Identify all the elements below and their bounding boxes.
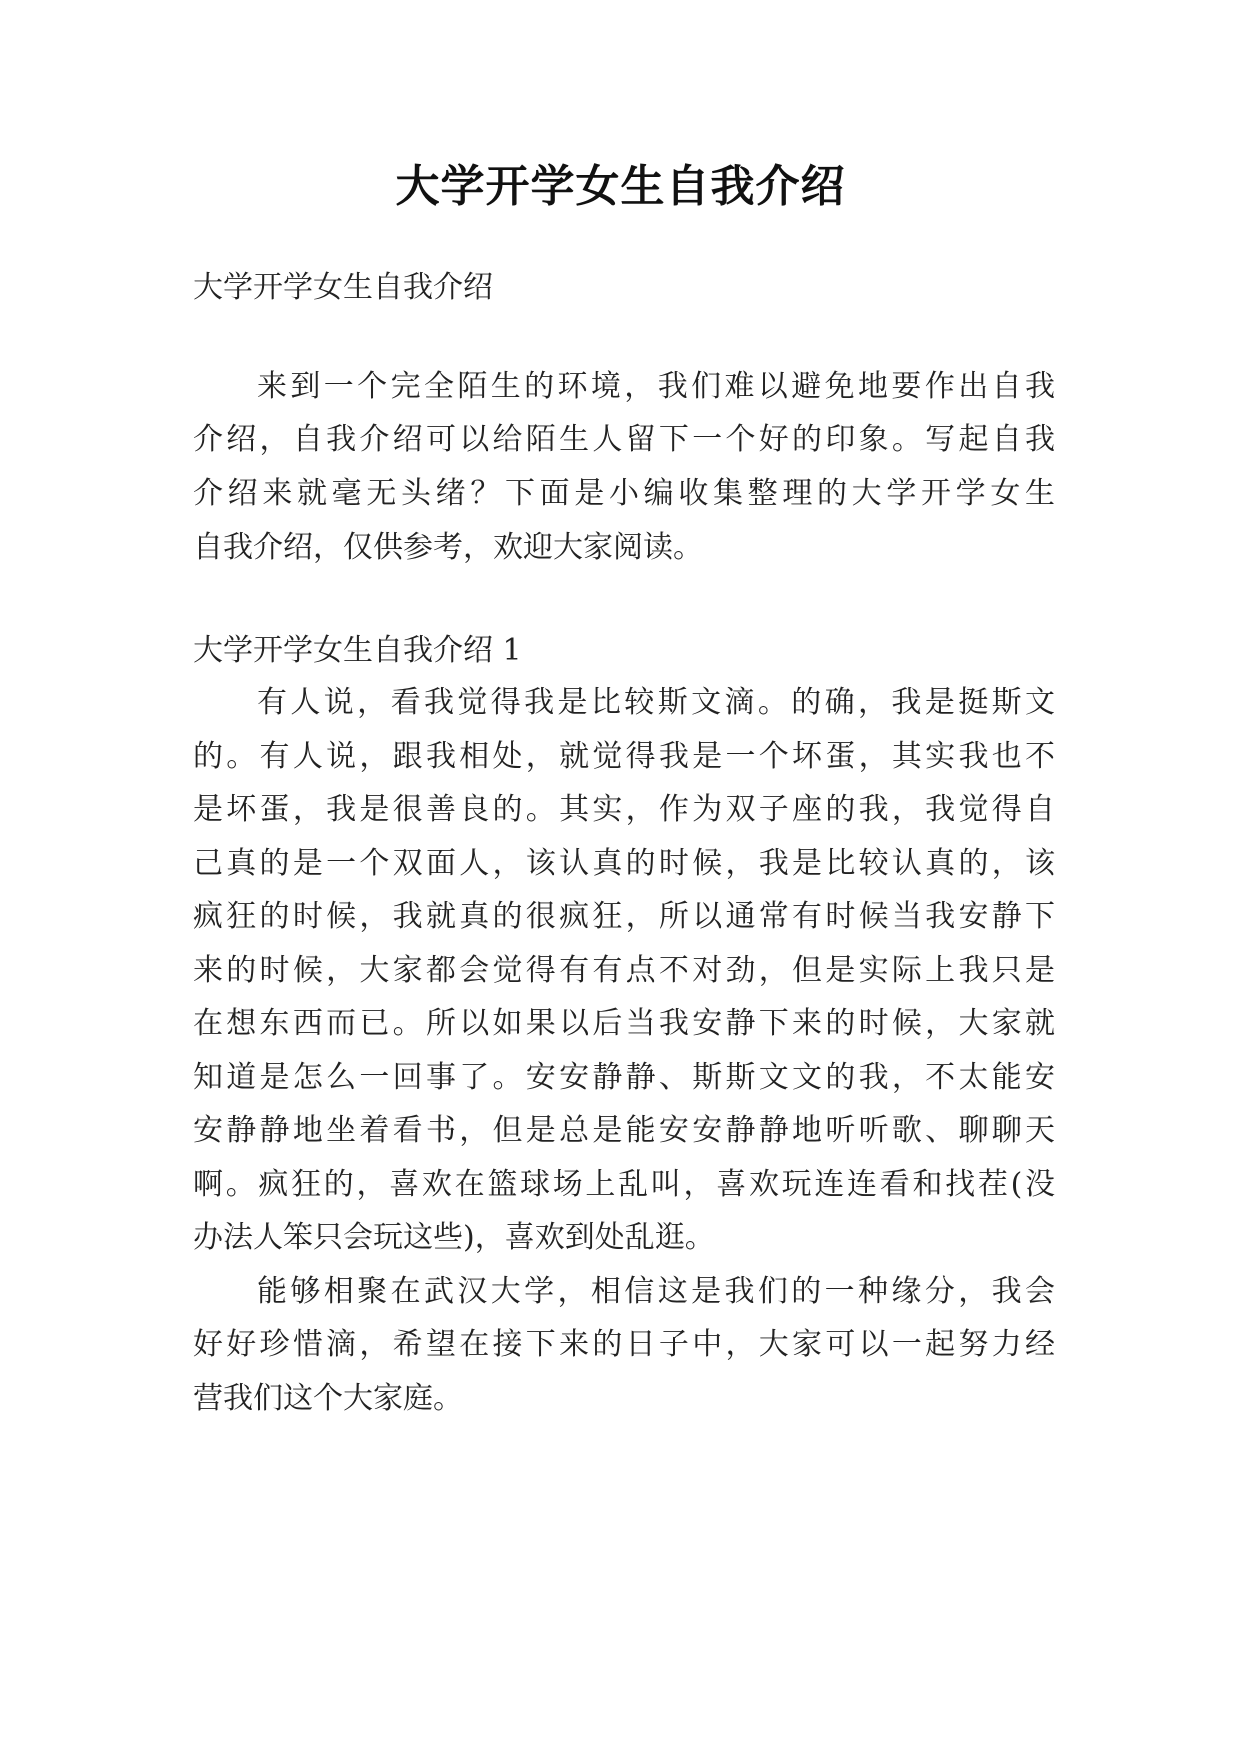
paragraph-line: 好好珍惜滴，希望在接下来的日子中，大家可以一起努力经 <box>193 1327 1055 1362</box>
paragraph-line: 啊。疯狂的，喜欢在篮球场上乱叫，喜欢玩连连看和找茬(没 <box>193 1167 1055 1202</box>
intro-line: 介绍，自我介绍可以给陌生人留下一个好的印象。写起自我 <box>193 422 1055 457</box>
paragraph-line: 己真的是一个双面人，该认真的时候，我是比较认真的，该 <box>193 846 1055 881</box>
document-subtitle: 大学开学女生自我介绍 <box>193 270 493 305</box>
paragraph-line: 来的时候，大家都会觉得有有点不对劲，但是实际上我只是 <box>193 953 1055 988</box>
paragraph-line: 疯狂的时候，我就真的很疯狂，所以通常有时候当我安静下 <box>193 899 1055 934</box>
paragraph-line: 有人说，看我觉得我是比较斯文滴。的确，我是挺斯文 <box>257 685 1055 720</box>
paragraph-line: 办法人笨只会玩这些)，喜欢到处乱逛。 <box>193 1220 715 1255</box>
paragraph-line: 安静静地坐着看书，但是总是能安安静静地听听歌、聊聊天 <box>193 1113 1055 1148</box>
document-title: 大学开学女生自我介绍 <box>395 161 846 212</box>
section-heading: 大学开学女生自我介绍 1 <box>193 633 522 668</box>
intro-line: 介绍来就毫无头绪？下面是小编收集整理的大学开学女生 <box>193 476 1055 511</box>
paragraph-line: 的。有人说，跟我相处，就觉得我是一个坏蛋，其实我也不 <box>193 739 1055 774</box>
intro-line: 来到一个完全陌生的环境，我们难以避免地要作出自我 <box>257 369 1055 404</box>
paragraph-line: 知道是怎么一回事了。安安静静、斯斯文文的我，不太能安 <box>193 1060 1055 1095</box>
paragraph-line: 营我们这个大家庭。 <box>193 1381 463 1416</box>
intro-line: 自我介绍，仅供参考，欢迎大家阅读。 <box>193 530 703 565</box>
paragraph-line: 在想东西而已。所以如果以后当我安静下来的时候，大家就 <box>193 1006 1055 1041</box>
paragraph-line: 是坏蛋，我是很善良的。其实，作为双子座的我，我觉得自 <box>193 792 1055 827</box>
paragraph-line: 能够相聚在武汉大学，相信这是我们的一种缘分，我会 <box>257 1274 1055 1309</box>
